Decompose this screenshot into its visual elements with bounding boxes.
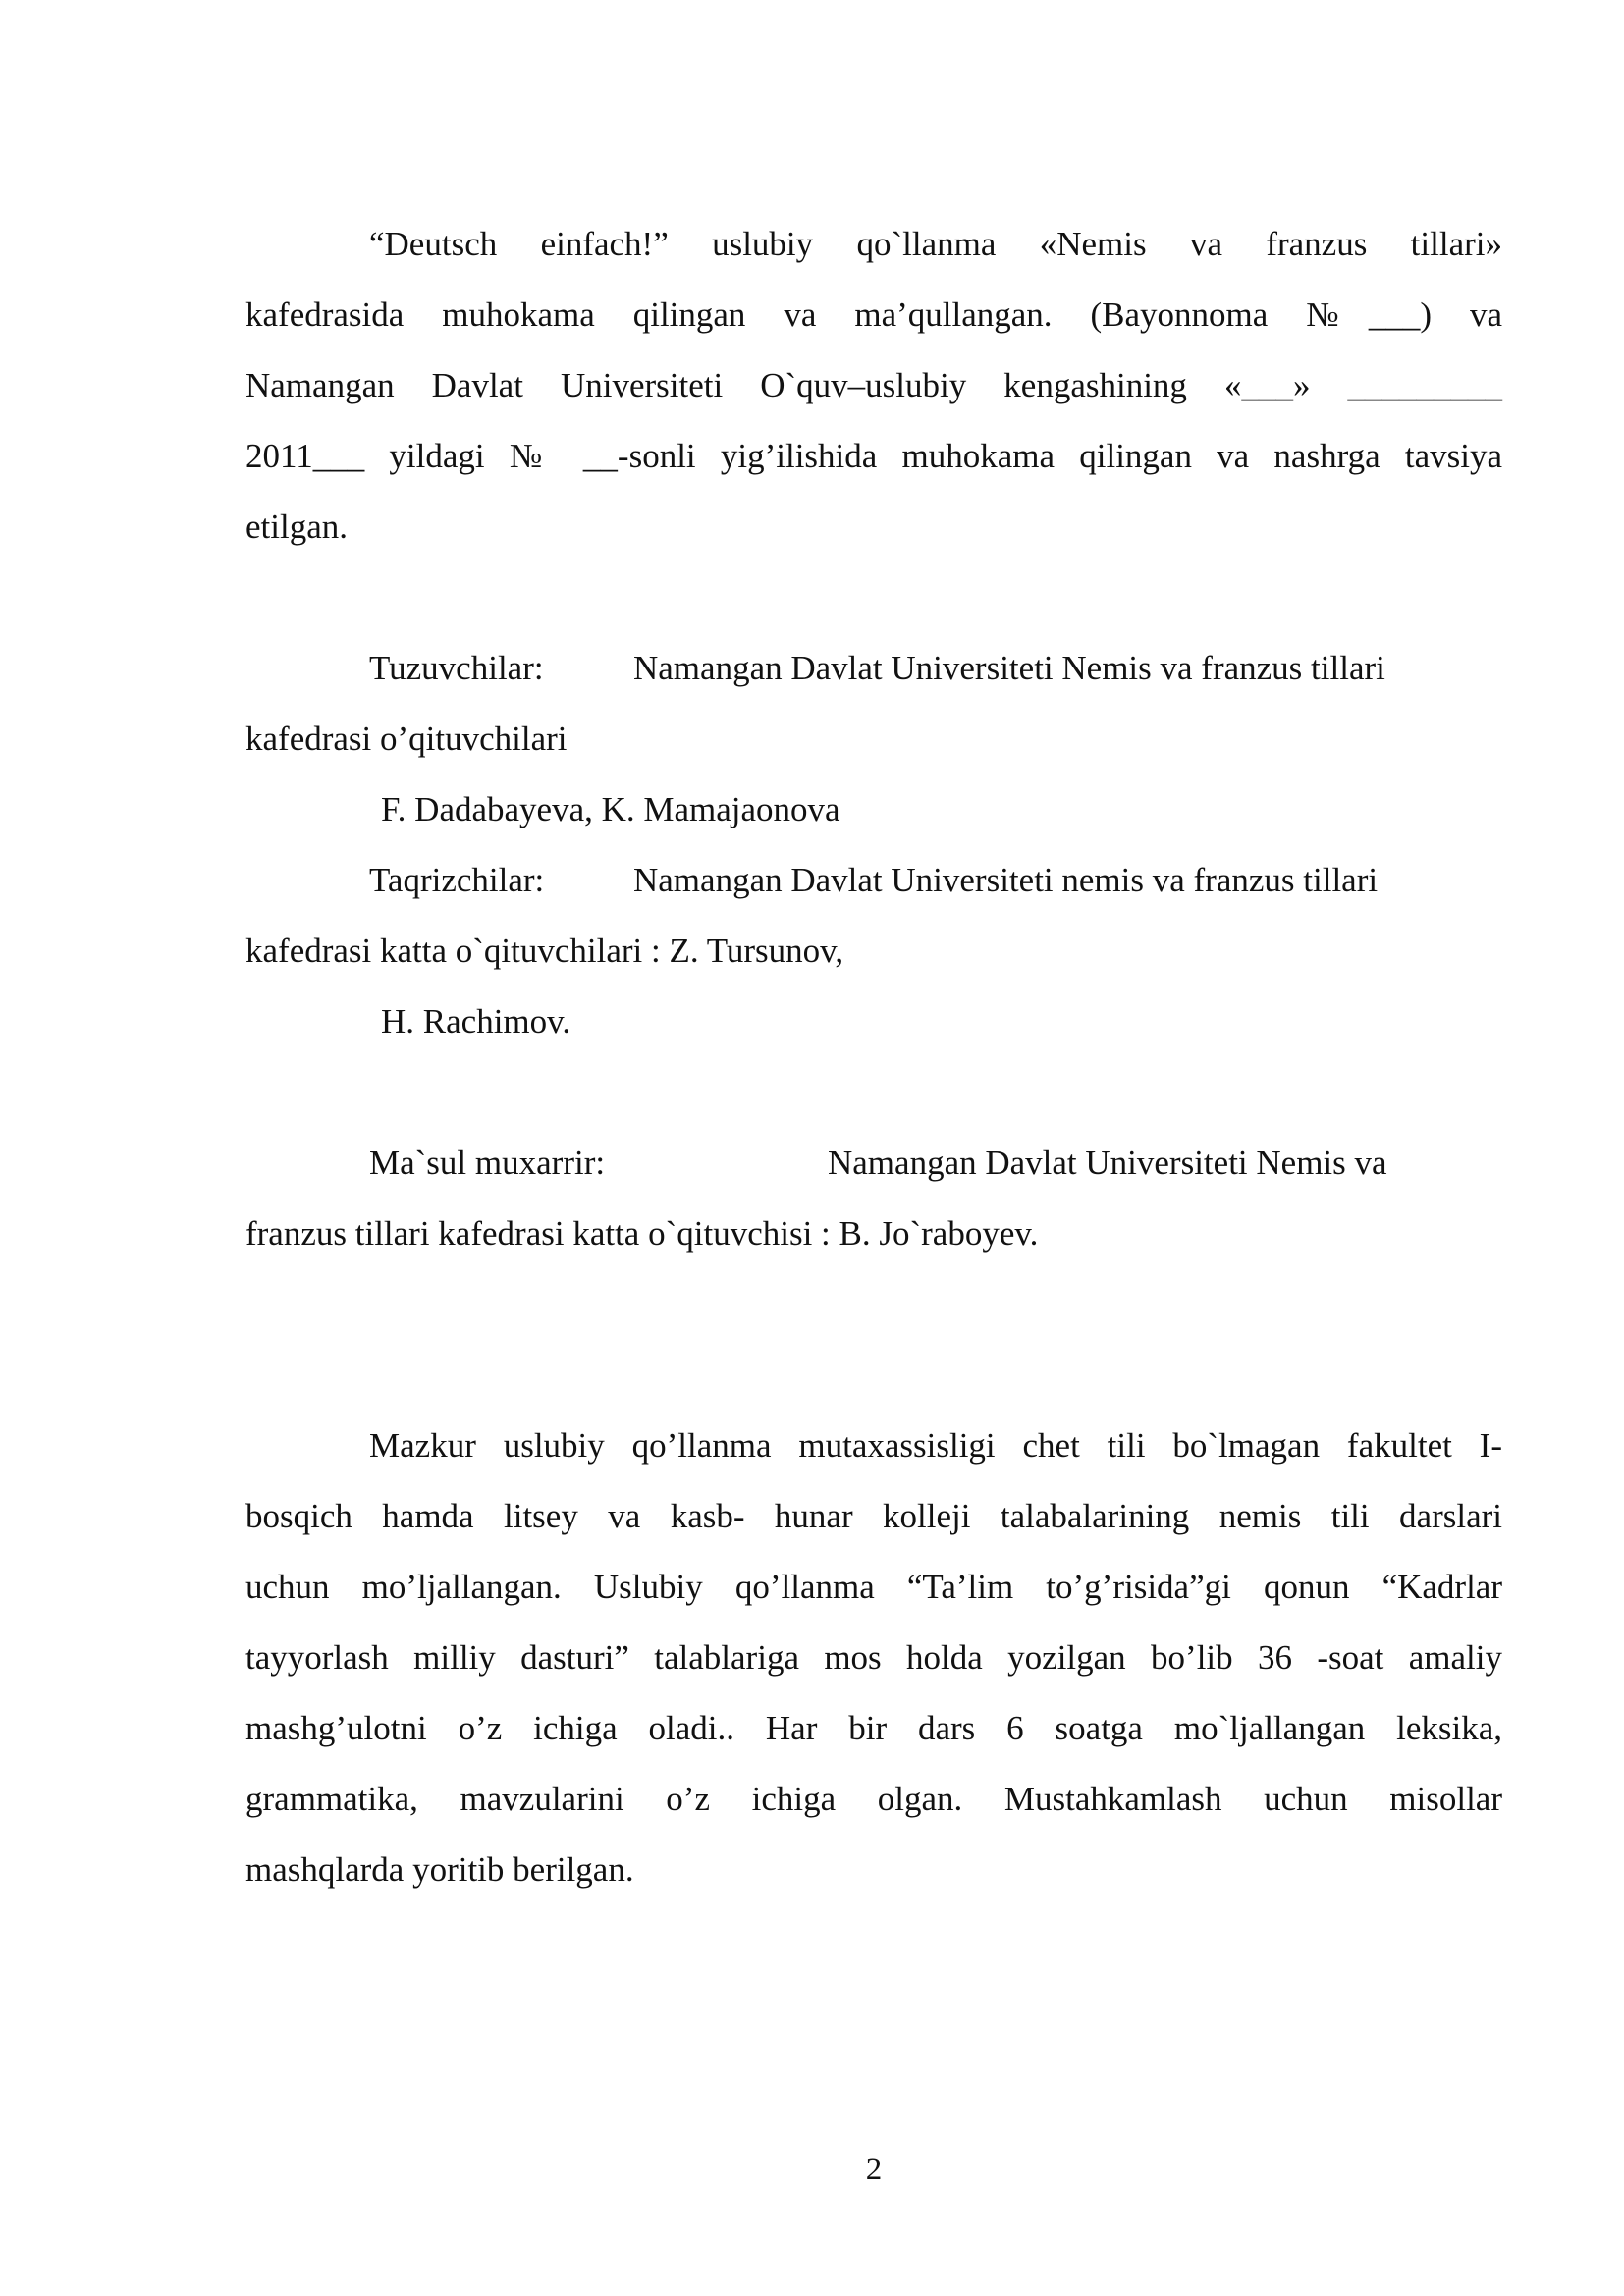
description-line-5: mashg’ulotni o’z ichiga oladi.. Har bir dars 6 soatga mo`ljallangan leksika, [245, 1709, 1502, 1747]
approval-line-2: kafedrasida muhokama qilingan va ma’qullangan. (Bayonnoma №___) va [245, 295, 1502, 334]
description-line-1: Mazkur uslubiy qo’llanma mutaxassisligi chet tili bo`lmagan fakultet I- [369, 1426, 1502, 1465]
compilers-label: Tuzuvchilar: [369, 649, 544, 687]
editor-affiliation-line-2: franzus tillari kafedrasi katta o`qituvchisi : B. Jo`raboyev. [245, 1214, 1039, 1253]
approval-line-5: etilgan. [245, 507, 348, 546]
reviewers-label: Taqrizchilar: [369, 861, 545, 899]
approval-line-3: Namangan Davlat Universiteti O`quv–uslubiy kengashining «___» _________ [245, 366, 1502, 404]
reviewers-affiliation-line-1: Namangan Davlat Universiteti nemis va franzus tillari [633, 861, 1379, 899]
reviewers-names: H. Rachimov. [381, 1002, 571, 1041]
editor-label: Ma`sul muxarrir: [369, 1144, 606, 1182]
description-line-7: mashqlarda yoritib berilgan. [245, 1850, 634, 1889]
description-line-6: grammatika, mavzularini o’z ichiga olgan. Mustahkamlash uchun misollar [245, 1780, 1502, 1818]
approval-line-4: 2011___ yildagi № __-sonli yig’ilishida muhokama qilingan va nashrga tavsiya [245, 437, 1502, 475]
page-number: 2 [865, 2152, 883, 2187]
description-line-3: uchun mo’ljallangan. Uslubiy qo’llanma “Ta’lim to’g’risida”gi qonun “Kadrlar [245, 1568, 1502, 1606]
description-line-2: bosqich hamda litsey va kasb- hunar kolleji talabalarining nemis tili darslari [245, 1497, 1502, 1535]
reviewers-affiliation-line-2: kafedrasi katta o`qituvchilari : Z. Tursunov, [245, 932, 844, 970]
description-line-4: tayyorlash milliy dasturi” talablariga mos holda yozilgan bo’lib 36 -soat amaliy [245, 1638, 1502, 1677]
editor-affiliation-line-1: Namangan Davlat Universiteti Nemis va [828, 1144, 1387, 1182]
compilers-names: F. Dadabayeva, K. Mamajaonova [381, 790, 840, 828]
compilers-affiliation-line-1: Namangan Davlat Universiteti Nemis va franzus tillari [633, 649, 1385, 687]
approval-line-1: “Deutsch einfach!” uslubiy qo`llanma «Nemis va franzus tillari» [369, 225, 1502, 263]
compilers-affiliation-line-2: kafedrasi o’qituvchilari [245, 720, 568, 758]
